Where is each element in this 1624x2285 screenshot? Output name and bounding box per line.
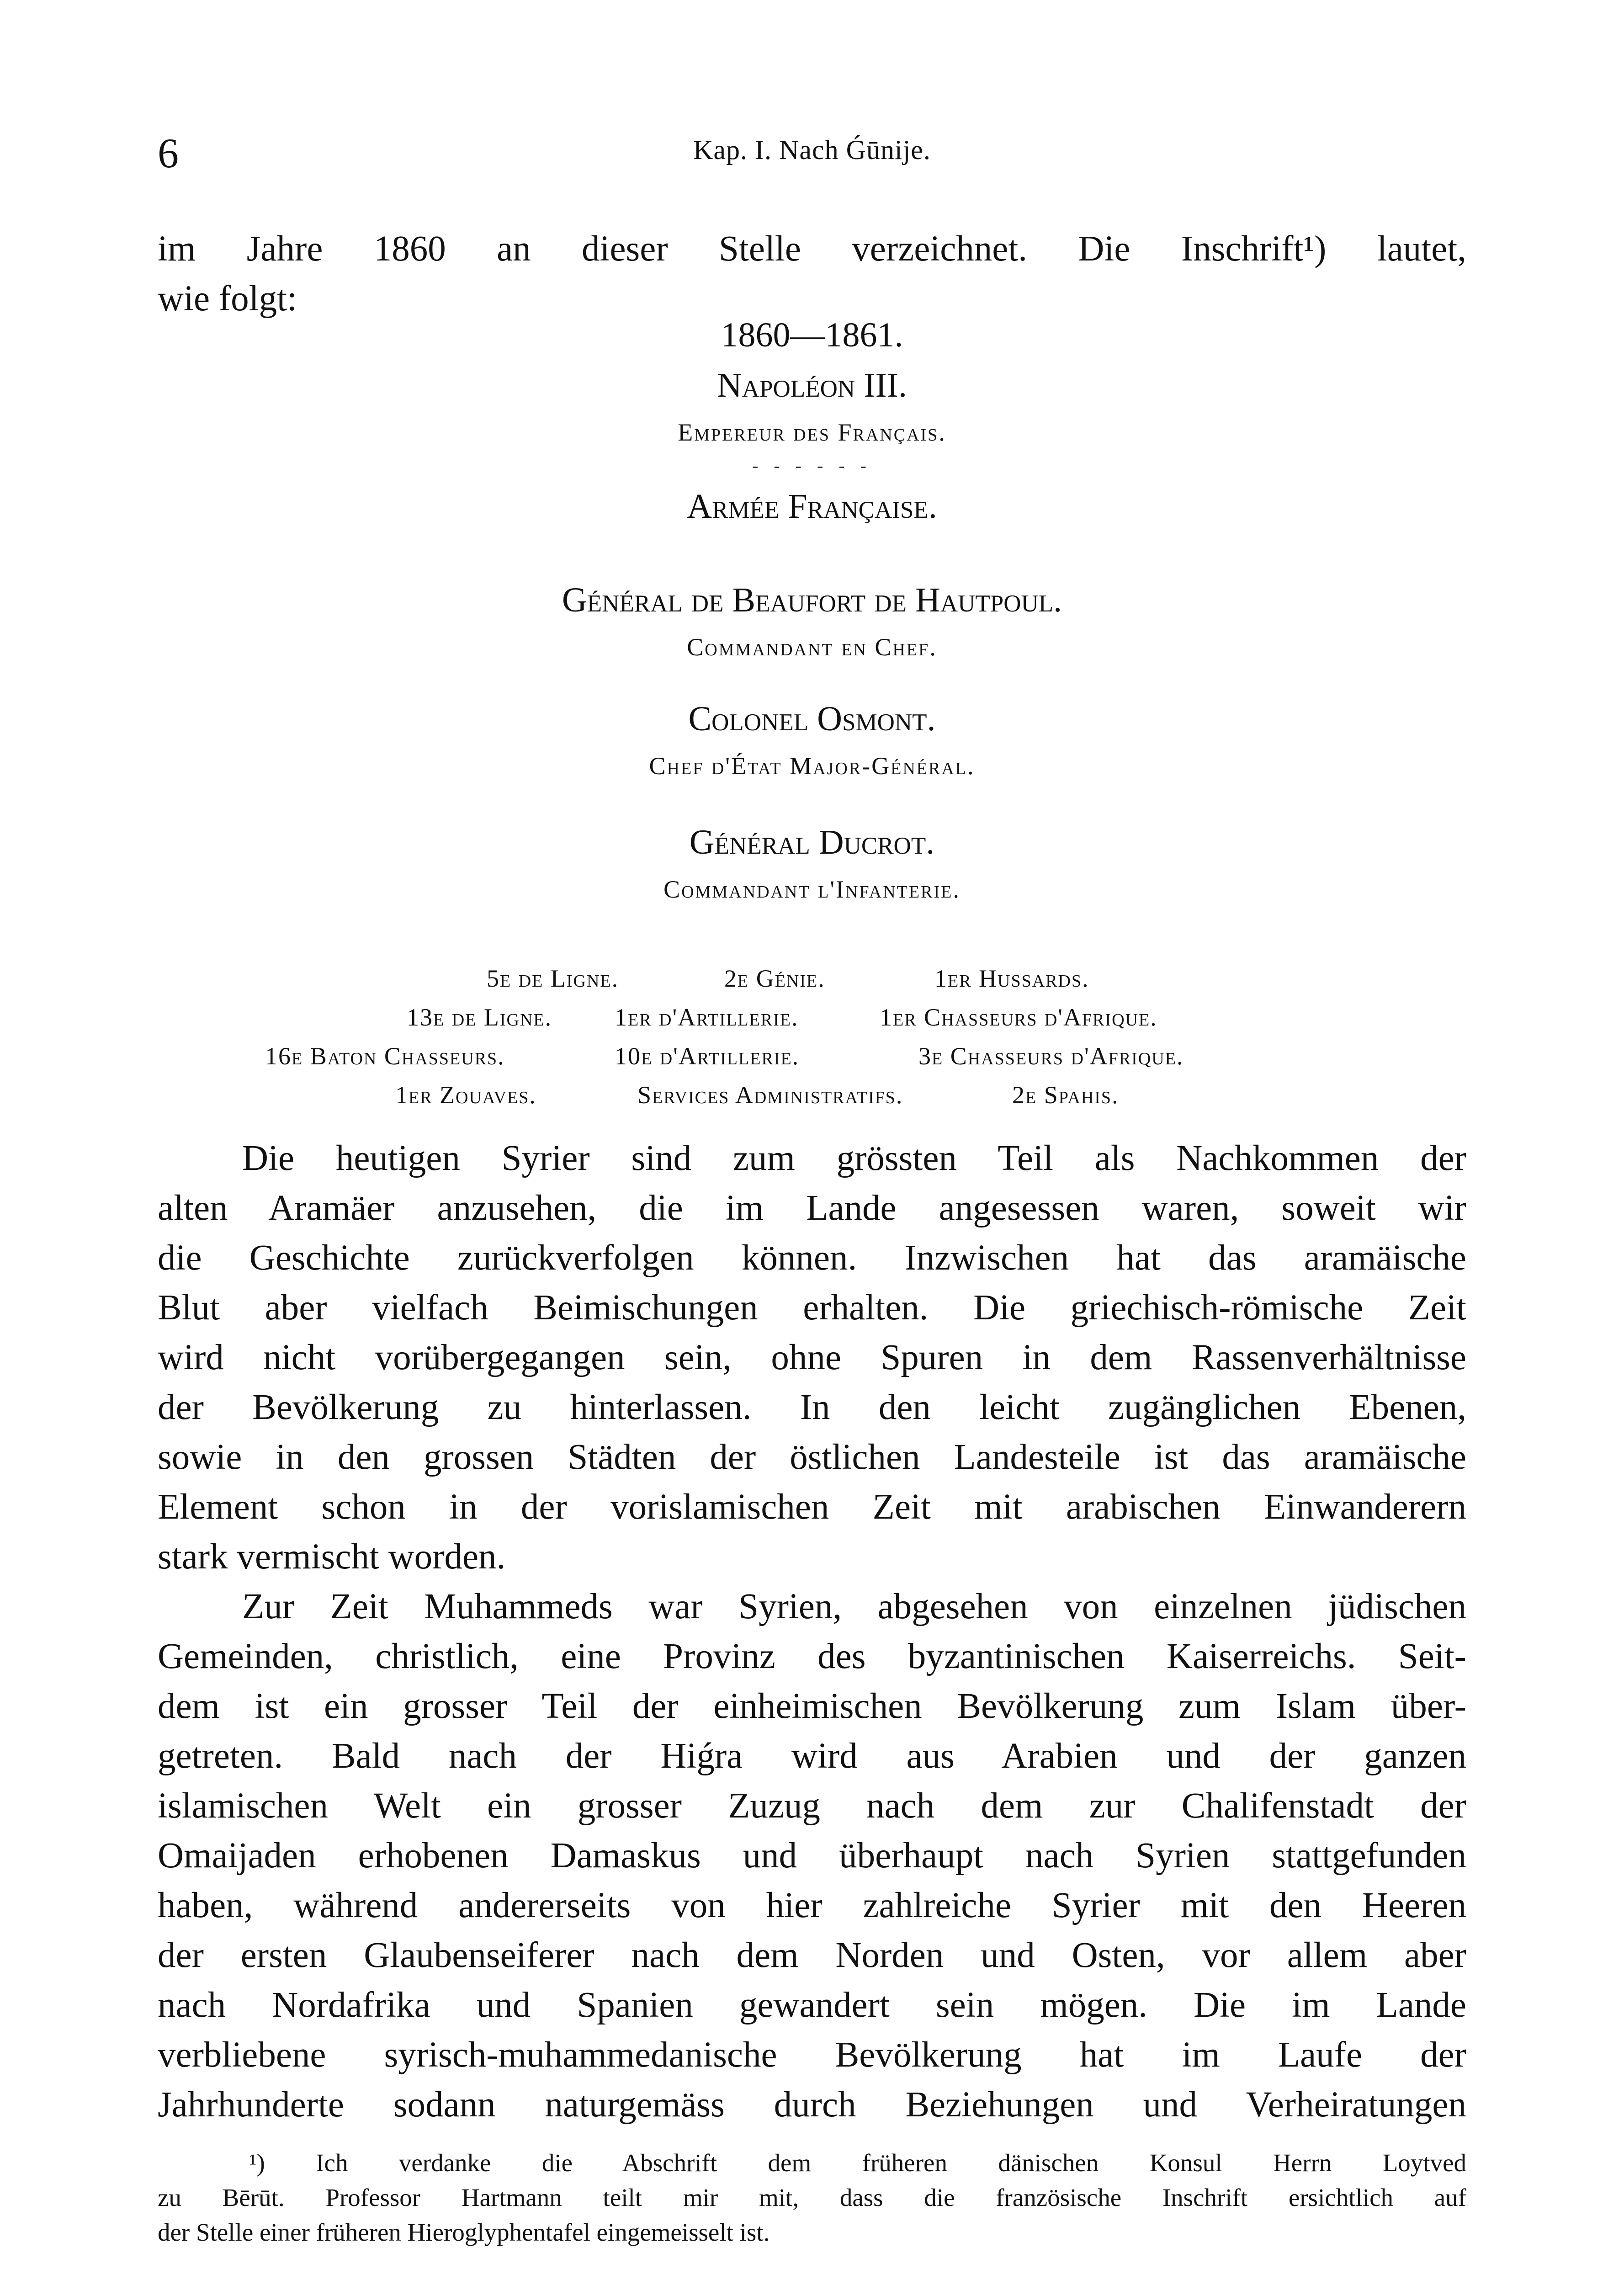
text-line: Zur Zeit Muhammeds war Syrien, abgesehen von einzelnen jüdischen <box>242 1587 1466 1626</box>
inscription-emperor-title: Empereur des Français. <box>678 419 946 446</box>
footnote <box>158 2146 1466 2250</box>
text-line: nach Nordafrika und Spanien gewandert sein mögen. Die im Lande <box>158 1985 1466 2025</box>
text-line: der ersten Glaubenseiferer nach dem Norden und Osten, vor allem aber <box>158 1935 1466 1975</box>
inscription-general-ducrot: Général Ducrot. <box>689 823 935 861</box>
page-number: 6 <box>158 130 179 176</box>
text-line: Element schon in der vorislamischen Zeit mit arabischen Einwanderern <box>158 1487 1466 1527</box>
text-line: dem ist ein grosser Teil der einheimischen Bevölkerung zum Islam über- <box>158 1686 1466 1726</box>
inscription-general-hautpoul: Général de Beaufort de Hautpoul. <box>562 581 1062 619</box>
inscription-general-ducrot-title: Commandant l'Infanterie. <box>663 876 961 903</box>
inscription <box>158 0 1466 1129</box>
text-line: Blut aber vielfach Beimischungen erhalten. Die griechisch-römische Zeit <box>158 1288 1466 1328</box>
unit-entry: 5e de Ligne. <box>487 965 619 992</box>
footnote-line: ¹) Ich verdanke die Abschrift dem früheren dänischen Konsul Herrn Loytved <box>249 2149 1466 2177</box>
text-line: sowie in den grossen Städten der östlichen Landesteile ist das aramäische <box>158 1437 1466 1477</box>
unit-entry: Services Administratifs. <box>637 1081 903 1109</box>
unit-entry: 13e de Ligne. <box>407 1004 552 1031</box>
text-line: der Bevölkerung zu hinterlassen. In den leicht zugänglichen Ebenen, <box>158 1387 1466 1427</box>
inscription-general-hautpoul-title: Commandant en Chef. <box>687 633 937 661</box>
text-line: Die heutigen Syrier sind zum grössten Teil als Nachkommen der <box>242 1138 1466 1178</box>
text-line: im Jahre 1860 an dieser Stelle verzeichnet. Die Inschrift¹) lautet, <box>158 229 1466 269</box>
inscription-dates: 1860—1861. <box>721 316 903 354</box>
text-line: die Geschichte zurückverfolgen können. Inzwischen hat das aramäische <box>158 1238 1466 1278</box>
unit-entry: 2e Spahis. <box>1012 1081 1119 1109</box>
unit-entry: 1er Chasseurs d'Afrique. <box>880 1004 1157 1031</box>
unit-entry: 1er Hussards. <box>934 965 1089 992</box>
unit-entry: 16e Baton Chasseurs. <box>265 1042 505 1070</box>
inscription-separator: - - - - - - <box>752 455 872 476</box>
text-line: Jahrhunderte sodann naturgemäss durch Beziehungen und Verheiratungen <box>158 2085 1466 2125</box>
unit-entry: 1er Zouaves. <box>395 1081 536 1109</box>
text-line: Omaijaden erhobenen Damaskus und überhaupt nach Syrien stattgefunden <box>158 1836 1466 1876</box>
paragraph-syrier <box>158 1133 1466 2130</box>
unit-entry: 10e d'Artillerie. <box>615 1042 800 1070</box>
footnote-line: zu Bērūt. Professor Hartmann teilt mir mit, dass die französische Inschrift ersichtlich auf <box>158 2184 1466 2211</box>
text-line: Gemeinden, christlich, eine Provinz des byzantinischen Kaiserreichs. Seit- <box>158 1637 1466 1676</box>
text-line: alten Aramäer anzusehen, die im Lande angesessen waren, soweit wir <box>158 1188 1466 1228</box>
unit-entry: 2e Génie. <box>724 965 825 992</box>
inscription-army: Armée Française. <box>687 487 937 526</box>
inscription-colonel-title: Chef d'État Major-Général. <box>649 752 975 780</box>
unit-entry: 1er d'Artillerie. <box>615 1004 799 1031</box>
unit-entry: 3e Chasseurs d'Afrique. <box>918 1042 1184 1070</box>
text-line: getreten. Bald nach der Hiǵra wird aus Arabien und der ganzen <box>158 1736 1466 1776</box>
text-line: islamischen Welt ein grosser Zuzug nach dem zur Chalifenstadt der <box>158 1786 1466 1826</box>
inscription-emperor: Napoléon III. <box>716 366 908 404</box>
footnote-line: der Stelle einer früheren Hieroglyphentafel eingemeisselt ist. <box>158 2218 770 2246</box>
text-line: haben, während andererseits von hier zahlreiche Syrier mit den Heeren <box>158 1886 1466 1925</box>
text-line: stark vermischt worden. <box>158 1537 506 1577</box>
text-line: wie folgt: <box>158 279 297 319</box>
text-line: verbliebene syrisch-muhammedanische Bevölkerung hat im Laufe der <box>158 2035 1466 2075</box>
text-line: wird nicht vorübergegangen sein, ohne Spuren in dem Rassenverhältnisse <box>158 1338 1466 1377</box>
running-title: Kap. I. Nach Ǵūnije. <box>693 135 931 165</box>
inscription-colonel: Colonel Osmont. <box>688 700 936 738</box>
